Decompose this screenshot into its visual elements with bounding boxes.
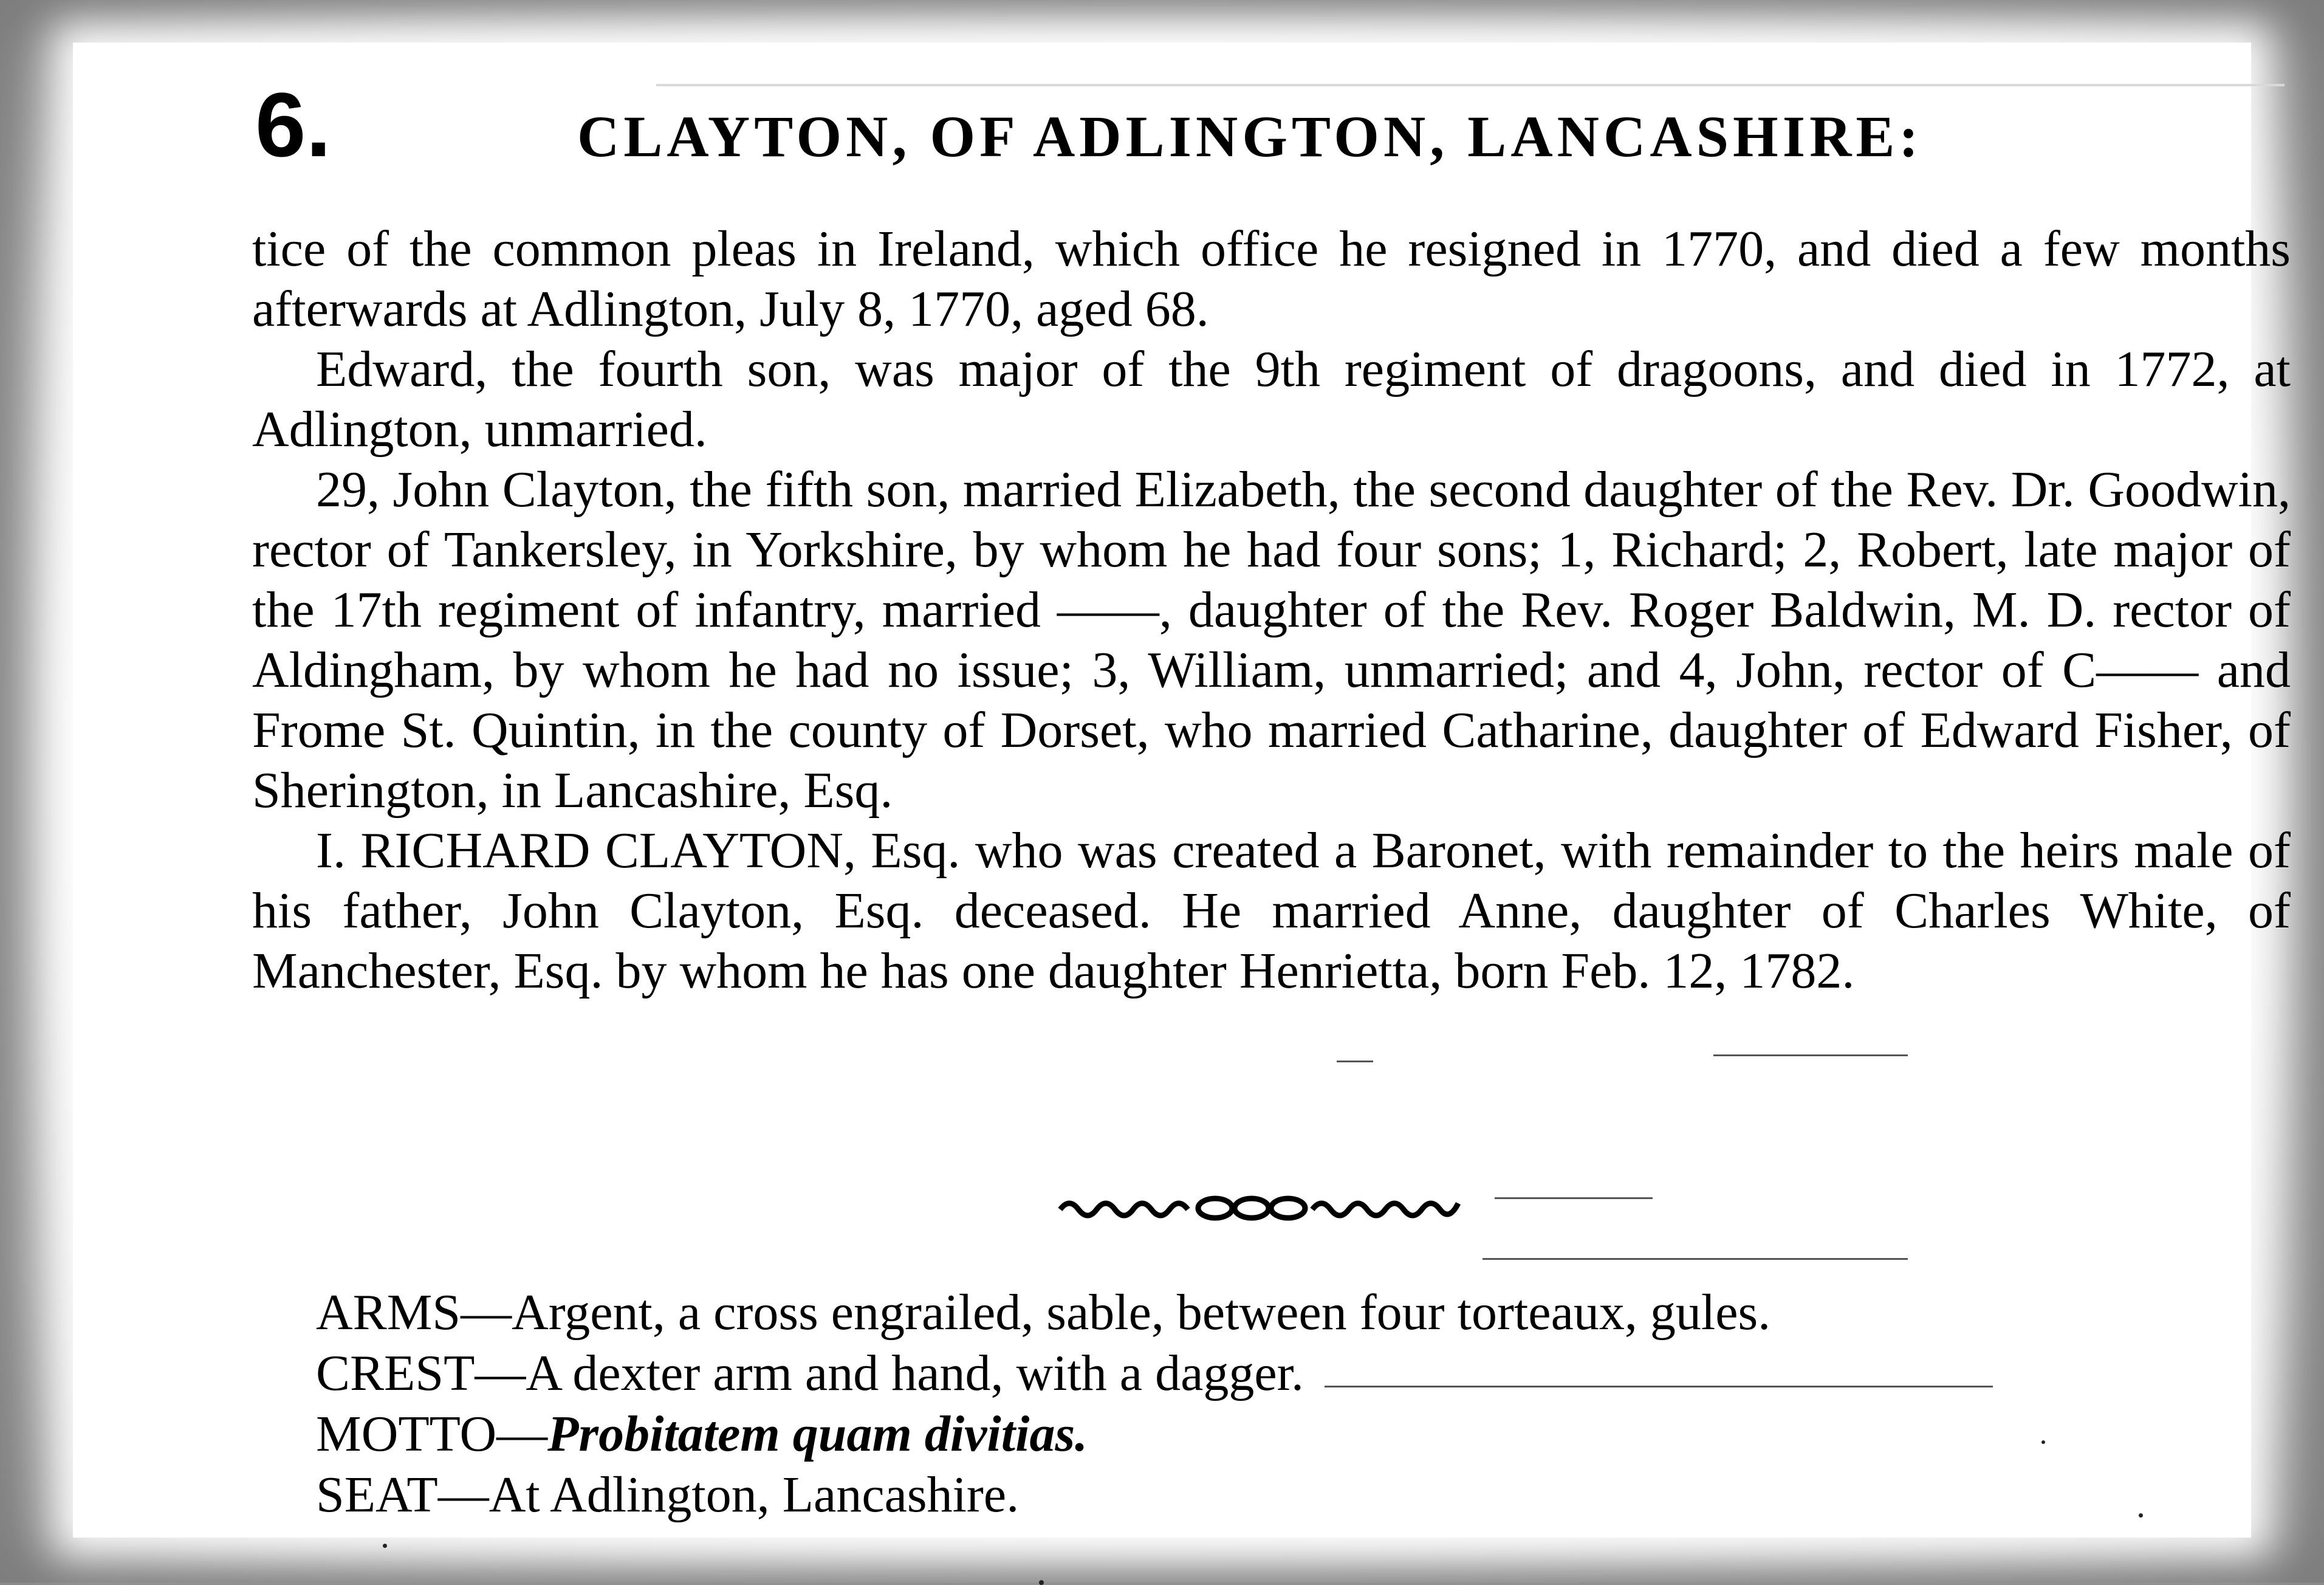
scan-noise xyxy=(1482,1258,1908,1260)
arms-text: —Argent, a cross engrailed, sable, between four torteaux, gules. xyxy=(461,1284,1771,1341)
seat-line xyxy=(316,1465,2199,1525)
scan-noise xyxy=(1325,1386,1993,1387)
seat-label: SEAT xyxy=(316,1466,438,1523)
ornament-divider xyxy=(1057,1185,1470,1228)
paragraph-richard-clayton: I. RICHARD CLAYTON, Esq. who was created a Baronet, with remainder to the heirs male of his father, John Clayton, Esq. deceased. He married Anne, daughter of Charles White, of Manchester, Esq. by whom he has one daughter Henrietta, born Feb. 12, 1782. xyxy=(252,822,2291,999)
paragraph-continuation: tice of the common pleas in Ireland, which office he resigned in 1770, and died a few months afterwards at Adlington, July 8, 1770, aged 68. xyxy=(252,221,2291,337)
motto-dash: — xyxy=(496,1406,548,1462)
paragraph-edward: Edward, the fourth son, was major of the 9th regiment of dragoons, and died in 1772, at Adlington, unmarried. xyxy=(252,341,2291,458)
scan-noise xyxy=(383,1544,387,1548)
scan-noise xyxy=(1337,1061,1373,1062)
crest-label: CREST xyxy=(316,1345,475,1401)
scan-noise xyxy=(2041,1440,2045,1444)
scan-noise xyxy=(1713,1054,1908,1056)
motto-line xyxy=(316,1404,2199,1465)
top-rule xyxy=(656,84,2285,86)
paragraph-john-clayton: 29, John Clayton, the fifth son, married Elizabeth, the second daughter of the Rev. Dr. Goodwin, rector of Tankersley, in Yorkshire, by whom he had four sons; 1, Richard; 2, Robert, late major of the 17th regiment of infantry, married ——, daughter of the Rev. Roger Baldwin, M. D. rector of Aldingham, by whom he had no issue; 3, William, unmarried; and 4, John, rector of C—— and Frome St. Quintin, in the county of Dorset, who married Catharine, daughter of Edward Fisher, of Sherington, in Lancashire, Esq. xyxy=(252,461,2291,819)
book-page xyxy=(73,43,2291,1538)
page-number: 6. xyxy=(255,74,332,176)
arms-block xyxy=(316,1282,2199,1525)
scan-noise xyxy=(1039,1580,1044,1585)
arms-line xyxy=(316,1282,2199,1343)
crest-line xyxy=(316,1343,2199,1404)
page-header xyxy=(255,74,2199,182)
motto-text: Probitatem quam divitias. xyxy=(547,1406,1088,1462)
running-head: CLAYTON, OF ADLINGTON, LANCASHIRE: xyxy=(577,104,1923,169)
motto-label: MOTTO xyxy=(316,1406,497,1462)
arms-label: ARMS xyxy=(316,1284,461,1341)
scan-noise xyxy=(1495,1197,1653,1199)
crest-text: —A dexter arm and hand, with a dagger. xyxy=(475,1345,1304,1401)
scan-noise xyxy=(2139,1513,2143,1518)
seat-text: —At Adlington, Lancashire. xyxy=(437,1466,1020,1523)
body-text xyxy=(252,219,2291,1001)
